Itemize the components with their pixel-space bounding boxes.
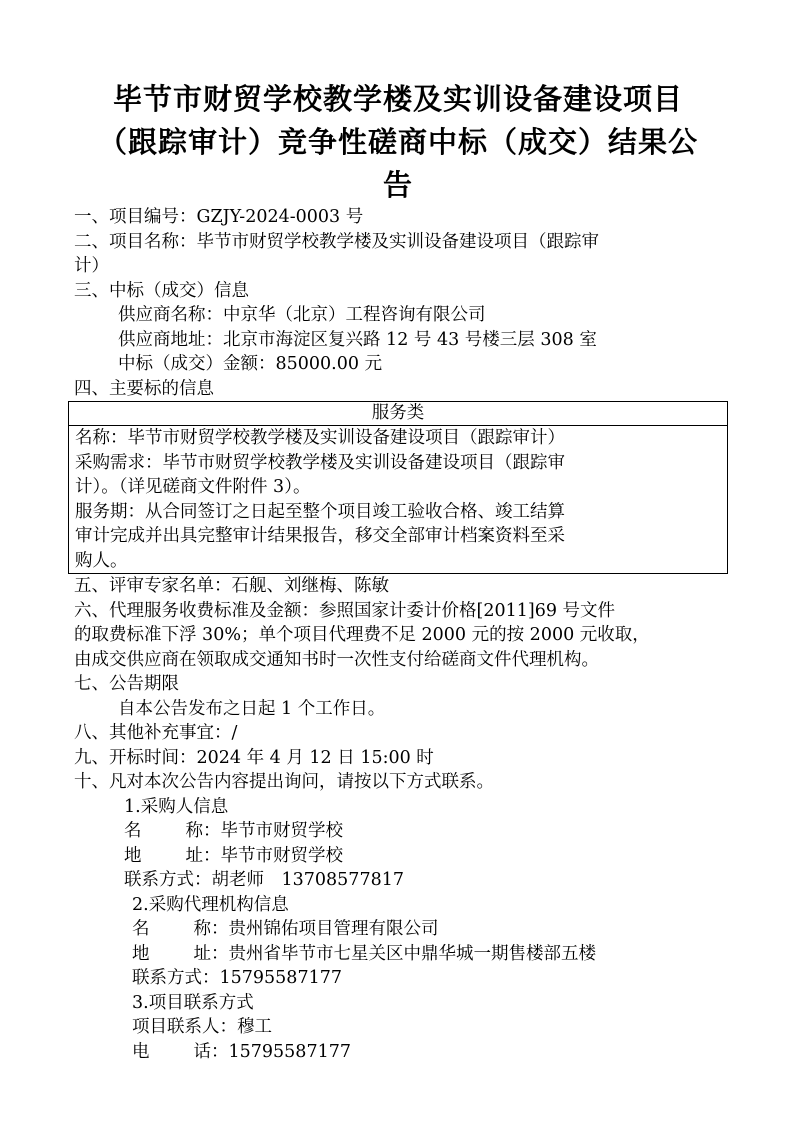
project-number: 一、项目编号：GZJY-2024-0003 号 bbox=[74, 207, 364, 227]
buyer-contact: 联系方式：胡老师 13708577817 bbox=[124, 870, 404, 890]
phone-label-a: 电 bbox=[132, 1041, 150, 1062]
buyer-addr-label-a: 地 bbox=[124, 845, 142, 866]
title-line-1: 毕节市财贸学校教学楼及实训设备建设项目 bbox=[112, 82, 683, 116]
agency-fee-line-1: 六、代理服务收费标准及金额：参照国家计委计价格[2011]69 号文件 bbox=[74, 600, 616, 621]
buyer-info-heading: 1.采购人信息 bbox=[124, 796, 229, 817]
phone-value: 15795587177 bbox=[228, 1041, 351, 1062]
service-period-line-1: 服务期：从合同签订之日起至整个项目竣工验收合格、竣工结算 bbox=[75, 501, 565, 522]
buyer-name-label-b: 称： bbox=[185, 821, 221, 841]
agency-name-label-a: 名 bbox=[132, 919, 150, 939]
buyer-addr-value: 毕节市财贸学校 bbox=[220, 845, 343, 866]
agency-contact: 联系方式：15795587177 bbox=[132, 968, 342, 988]
announcement-period-heading: 七、公告期限 bbox=[74, 674, 179, 694]
agency-name-label-b: 称： bbox=[193, 919, 229, 939]
phone-label-b: 话： bbox=[193, 1041, 229, 1062]
agency-fee-line-2: 的取费标准下浮 30%；单个项目代理费不足 2000 元的按 2000 元收取， bbox=[74, 625, 650, 645]
service-period-line-3: 购人。 bbox=[75, 550, 128, 571]
project-name-line-1: 二、项目名称：毕节市财贸学校教学楼及实训设备建设项目（跟踪审 bbox=[74, 231, 599, 252]
supplier-address: 供应商地址：北京市海淀区复兴路 12 号 43 号楼三层 308 室 bbox=[118, 329, 597, 350]
project-contact-phone bbox=[74, 1040, 724, 1065]
agency-info-heading: 2.采购代理机构信息 bbox=[132, 894, 289, 915]
buyer-name-label-a: 名 bbox=[124, 821, 142, 841]
buyer-name bbox=[74, 819, 724, 844]
procurement-requirement-line-1: 采购需求：毕节市财贸学校教学楼及实训设备建设项目（跟踪审 bbox=[75, 452, 565, 473]
procurement-requirement-line-2: 计）。（详见磋商文件附件 3）。 bbox=[75, 477, 311, 497]
main-subject-heading: 四、主要标的信息 bbox=[74, 378, 214, 399]
agency-name-value: 贵州锦佑项目管理有限公司 bbox=[228, 919, 439, 939]
agency-addr-label-b: 址： bbox=[193, 943, 229, 964]
other-matters: 八、其他补充事宜：/ bbox=[74, 723, 238, 743]
title-line-2: （跟踪审计）竞争性磋商中标（成交）结果公 bbox=[97, 125, 698, 159]
agency-address bbox=[74, 942, 724, 967]
agency-fee-line-3: 由成交供应商在领取成交通知书时一次性支付给磋商文件代理机构。 bbox=[74, 649, 599, 670]
announcement-period-text: 自本公告发布之日起 1 个工作日。 bbox=[118, 698, 386, 719]
agency-name bbox=[74, 917, 724, 942]
buyer-address bbox=[74, 844, 724, 869]
opening-time: 九、开标时间：2024 年 4 月 12 日 15:00 时 bbox=[74, 747, 434, 768]
supplier-name: 供应商名称：中京华（北京）工程咨询有限公司 bbox=[118, 305, 486, 325]
page-title bbox=[74, 78, 722, 207]
subject-name: 名称：毕节市财贸学校教学楼及实训设备建设项目（跟踪审计） bbox=[75, 428, 565, 448]
agency-addr-label-a: 地 bbox=[132, 943, 150, 964]
document-body bbox=[74, 205, 724, 1064]
subject-table-header: 服务类 bbox=[69, 402, 727, 426]
project-name-line-2: 计） bbox=[74, 256, 109, 276]
award-info-heading: 三、中标（成交）信息 bbox=[74, 280, 249, 301]
service-period-line-2: 审计完成并出具完整审计结果报告，移交全部审计档案资料至采 bbox=[75, 526, 565, 546]
contact-heading: 十、凡对本次公告内容提出询问，请按以下方式联系。 bbox=[74, 772, 494, 792]
award-amount: 中标（成交）金额：85000.00 元 bbox=[118, 354, 383, 374]
title-line-3: 告 bbox=[382, 168, 413, 202]
expert-list: 五、评审专家名单：石舰、刘继梅、陈敏 bbox=[74, 576, 389, 596]
buyer-addr-label-b: 址： bbox=[185, 845, 221, 866]
subject-info-table bbox=[68, 401, 728, 574]
project-contact-person: 项目联系人：穆工 bbox=[132, 1017, 272, 1037]
agency-addr-value: 贵州省毕节市七星关区中鼎华城一期售楼部五楼 bbox=[228, 943, 596, 964]
project-contact-heading: 3.项目联系方式 bbox=[132, 992, 254, 1013]
buyer-name-value: 毕节市财贸学校 bbox=[220, 821, 343, 841]
